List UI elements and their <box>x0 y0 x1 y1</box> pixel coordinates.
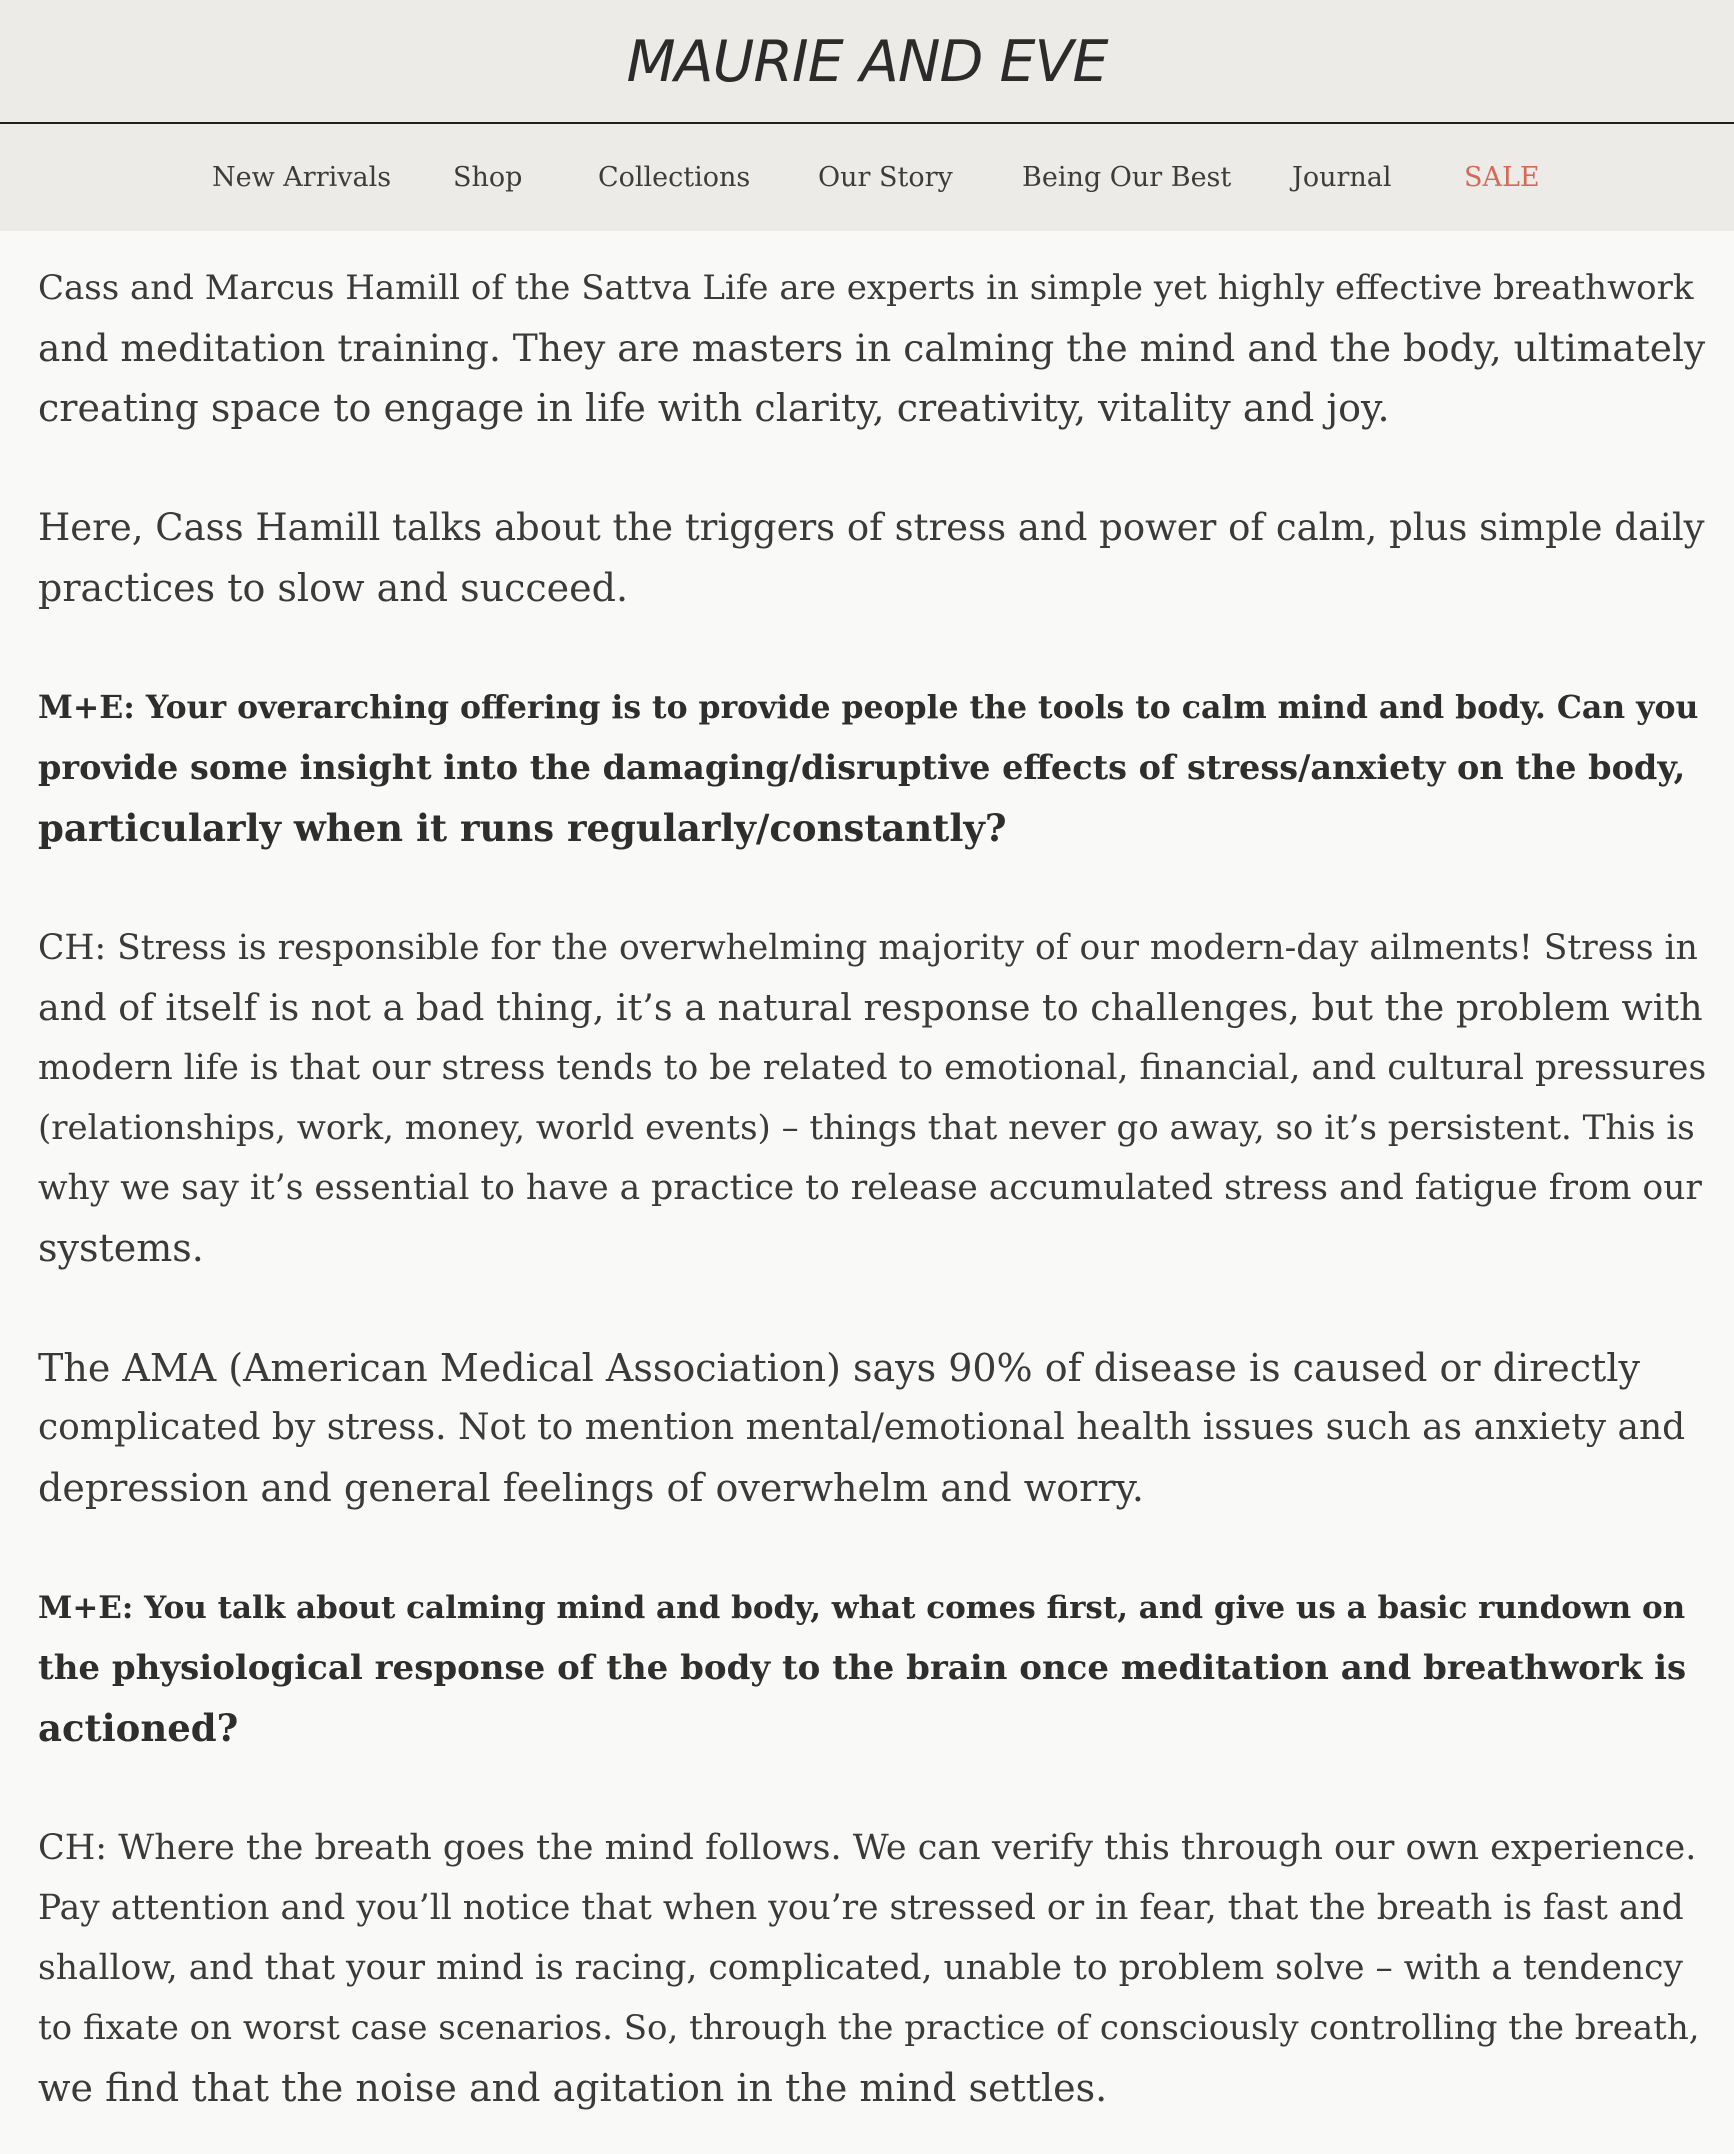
text-line: to fixate on worst case scenarios. So, through the practice of consciously controlling the breath, <box>38 2008 1700 2048</box>
text-line: practices to slow and succeed. <box>38 566 629 610</box>
text-line: and of itself is not a bad thing, it’s a natural response to challenges, but the problem with <box>38 986 1703 1029</box>
answer-1-continued <box>38 1338 1706 1518</box>
nav-being-our-best[interactable]: Being Our Best <box>1022 162 1232 193</box>
text-line: creating space to engage in life with clarity, creativity, vitality and joy. <box>38 386 1390 430</box>
question-1 <box>38 678 1706 858</box>
article-body <box>38 258 1706 2118</box>
answer-1 <box>38 918 1706 1278</box>
nav-our-story[interactable]: Our Story <box>818 162 953 193</box>
text-line: complicated by stress. Not to mention mental/emotional health issues such as anxiety and <box>38 1407 1686 1448</box>
text-line: The AMA (American Medical Association) says 90% of disease is caused or directly <box>38 1346 1640 1390</box>
nav-sale[interactable]: SALE <box>1464 162 1540 193</box>
site-header <box>0 0 1734 124</box>
text-line: M+E: You talk about calming mind and body, what comes first, and give us a basic rundown on <box>38 1590 1686 1626</box>
nav-journal[interactable]: Journal <box>1292 162 1392 193</box>
text-line: Pay attention and you’ll notice that when you’re stressed or in fear, that the breath is fast and <box>38 1888 1684 1928</box>
text-line: Here, Cass Hamill talks about the triggers of stress and power of calm, plus simple daily <box>38 506 1705 549</box>
text-line: the physiological response of the body to the brain once meditation and breathwork is <box>38 1648 1687 1688</box>
text-line: M+E: Your overarching offering is to provide people the tools to calm mind and body. Can you <box>38 689 1699 726</box>
text-line: CH: Stress is responsible for the overwhelming majority of our modern-day ailments! Stress in <box>38 928 1698 968</box>
text-line: modern life is that our stress tends to be related to emotional, financial, and cultural pressures <box>38 1048 1707 1088</box>
nav-new-arrivals[interactable]: New Arrivals <box>212 162 392 193</box>
text-line: why we say it’s essential to have a practice to release accumulated stress and fatigue from our <box>38 1168 1702 1208</box>
text-line: we find that the noise and agitation in the mind settles. <box>38 2066 1108 2110</box>
text-line: systems. <box>38 1226 204 1270</box>
text-line: depression and general feelings of overwhelm and worry. <box>38 1466 1145 1510</box>
intro-paragraph <box>38 258 1706 438</box>
main-nav <box>0 124 1734 231</box>
text-line: and meditation training. They are masters in calming the mind and the body, ultimately <box>38 326 1706 370</box>
lede-paragraph <box>38 498 1706 618</box>
text-line: shallow, and that your mind is racing, complicated, unable to problem solve – with a tendency <box>38 1948 1683 1988</box>
text-line: (relationships, work, money, world events) – things that never go away, so it’s persistent. This is <box>38 1108 1695 1148</box>
nav-collections[interactable]: Collections <box>598 162 751 193</box>
text-line: actioned? <box>38 1706 239 1750</box>
answer-2 <box>38 1818 1706 2118</box>
text-line: particularly when it runs regularly/constantly? <box>38 806 1007 850</box>
text-line: provide some insight into the damaging/disruptive effects of stress/anxiety on the body, <box>38 748 1686 787</box>
nav-shop[interactable]: Shop <box>453 162 523 193</box>
brand-logo[interactable]: MAURIE AND EVE <box>626 29 1108 95</box>
question-2 <box>38 1578 1706 1758</box>
text-line: Cass and Marcus Hamill of the Sattva Life are experts in simple yet highly effective breathwork <box>38 268 1694 308</box>
text-line: CH: Where the breath goes the mind follows. We can verify this through our own experience. <box>38 1828 1697 1868</box>
